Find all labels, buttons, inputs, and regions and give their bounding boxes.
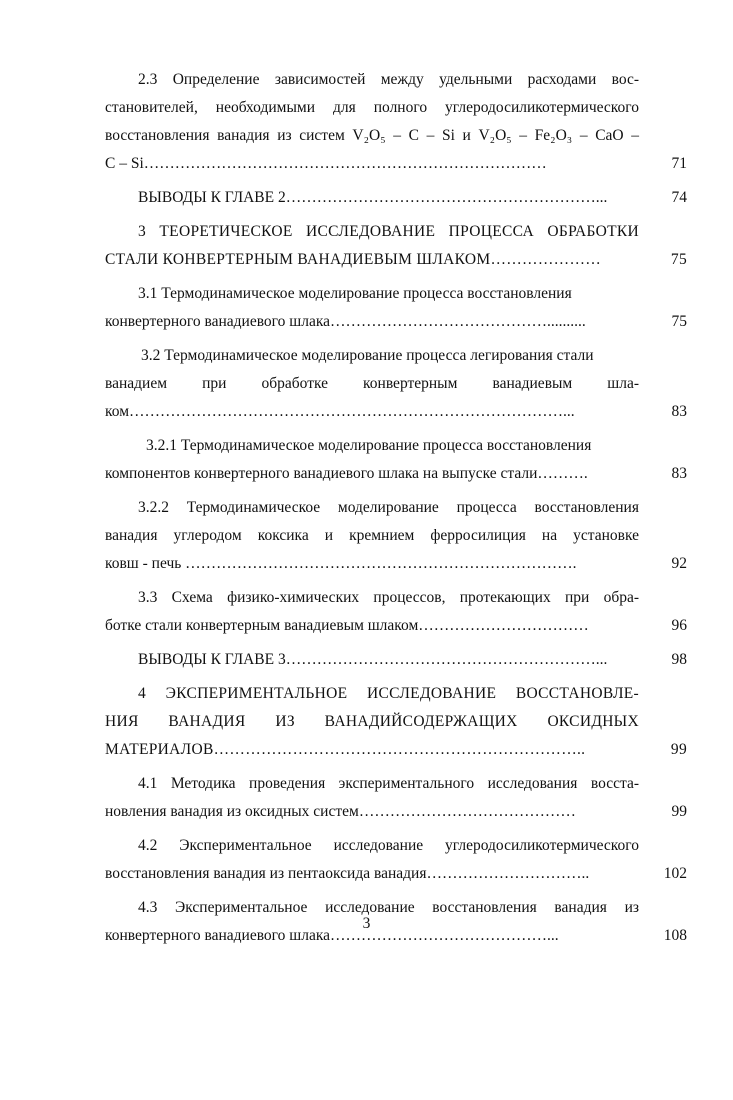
toc-entry-4-1 xyxy=(105,770,687,826)
toc-entry-text: 4.3 Экспериментальное исследование восстановления ванадия из xyxy=(138,899,639,916)
toc-entry-3-2-1 xyxy=(105,432,687,488)
toc-page-number: 108 xyxy=(663,927,687,944)
toc-page-number: 99 xyxy=(670,741,687,758)
toc-entry-text: 2.3 Определение зависимостей между удельными расходами вос- xyxy=(138,71,639,88)
toc-entry-text: 4 ЭКСПЕРИМЕНТАЛЬНОЕ ИССЛЕДОВАНИЕ ВОССТАНОВЛЕ- xyxy=(138,685,639,702)
toc-entry-text: конвертерного ванадиевого шлака…………………………………….......... xyxy=(105,313,586,330)
toc-entry-text: 3.2.2 Термодинамическое моделирование процесса восстановления xyxy=(138,499,639,516)
toc-page-number: 92 xyxy=(671,555,687,572)
toc-page-number: 75 xyxy=(671,313,687,330)
toc-entry-text: компонентов конвертерного ванадиевого шлака на выпуске стали………. xyxy=(105,465,588,482)
toc-entry-text: ванадием при обработке конвертерным ванадиевым шла- xyxy=(105,375,639,392)
toc-entry-text: СТАЛИ КОНВЕРТЕРНЫМ ВАНАДИЕВЫМ ШЛАКОМ………………… xyxy=(105,251,602,268)
toc-entry-2-3 xyxy=(105,66,687,178)
toc-entry-3-2-2 xyxy=(105,494,687,578)
toc-entry-text: становителей, необходимыми для полного углеродосиликотермического xyxy=(105,99,639,116)
toc-entry-text: НИЯ ВАНАДИЯ ИЗ ВАНАДИЙСОДЕРЖАЩИХ ОКСИДНЫХ xyxy=(105,713,639,730)
toc-entry-text: 3.2.1 Термодинамическое моделирование процесса восстановления xyxy=(146,437,592,454)
toc-entry-chapter-3 xyxy=(105,218,687,274)
toc-entry-3-3 xyxy=(105,584,687,640)
toc-entry-text: 3.3 Схема физико-химических процессов, протекающих при обра- xyxy=(138,589,639,606)
toc-entry-text: конвертерного ванадиевого шлака……………………………………... xyxy=(105,927,559,944)
toc-page-number: 102 xyxy=(663,865,687,882)
toc-entry-text: ванадия углеродом коксика и кремнием ферросилиция на установке xyxy=(105,527,639,544)
toc-page-number: 71 xyxy=(671,155,687,172)
page-number: 3 xyxy=(362,915,371,932)
toc-page-number: 83 xyxy=(671,403,687,420)
toc-entry-text: 3.1 Термодинамическое моделирование процесса восстановления xyxy=(138,285,572,302)
toc-entry-conclusions-3 xyxy=(105,646,687,674)
toc-page-number: 75 xyxy=(670,251,687,268)
toc-entry-text: МАТЕРИАЛОВ…………………………………………………………….. xyxy=(105,741,586,758)
toc-entry-text: ком…………………………………………………………………………... xyxy=(105,403,575,420)
toc-entry-text: ВЫВОДЫ К ГЛАВЕ 3……………………………………………………... xyxy=(138,651,608,668)
toc-entry-text: C – Si…………………………………………………………………… xyxy=(105,155,547,172)
toc-entry-3-1 xyxy=(105,280,687,336)
toc-entry-text: восстановления ванадия из систем V₂O₅ – C – Si и V₂O₅ – Fe₂O₃ – CaO – xyxy=(105,127,639,144)
toc-entry-text: восстановления ванадия из пентаоксида ванадия………………………….. xyxy=(105,865,590,882)
toc-entry-3-2 xyxy=(105,342,687,426)
toc-entry-text: ковш - печь …………………………………………………………………. xyxy=(105,555,577,572)
toc-page-number: 99 xyxy=(671,803,687,820)
toc-page-number: 74 xyxy=(671,189,687,206)
toc-entry-4-2 xyxy=(105,832,687,888)
toc-entry-text: 3 ТЕОРЕТИЧЕСКОЕ ИССЛЕДОВАНИЕ ПРОЦЕССА ОБРАБОТКИ xyxy=(138,223,639,240)
table-of-contents xyxy=(105,66,687,956)
toc-entry-text: ботке стали конвертерным ванадиевым шлаком…………………………… xyxy=(105,617,589,634)
toc-page-number: 98 xyxy=(671,651,687,668)
toc-entry-text: 4.2 Экспериментальное исследование углеродосиликотермического xyxy=(138,837,639,854)
toc-entry-text: 4.1 Методика проведения экспериментального исследования восста- xyxy=(138,775,639,792)
toc-entry-chapter-4 xyxy=(105,680,687,764)
toc-entry-text: 3.2 Термодинамическое моделирование процесса легирования стали xyxy=(141,347,594,364)
toc-entry-conclusions-2 xyxy=(105,184,687,212)
toc-entry-text: новления ванадия из оксидных систем…………………………………… xyxy=(105,803,576,820)
toc-page-number: 96 xyxy=(671,617,687,634)
toc-entry-text: ВЫВОДЫ К ГЛАВЕ 2……………………………………………………... xyxy=(138,189,608,206)
toc-page-number: 83 xyxy=(671,465,687,482)
